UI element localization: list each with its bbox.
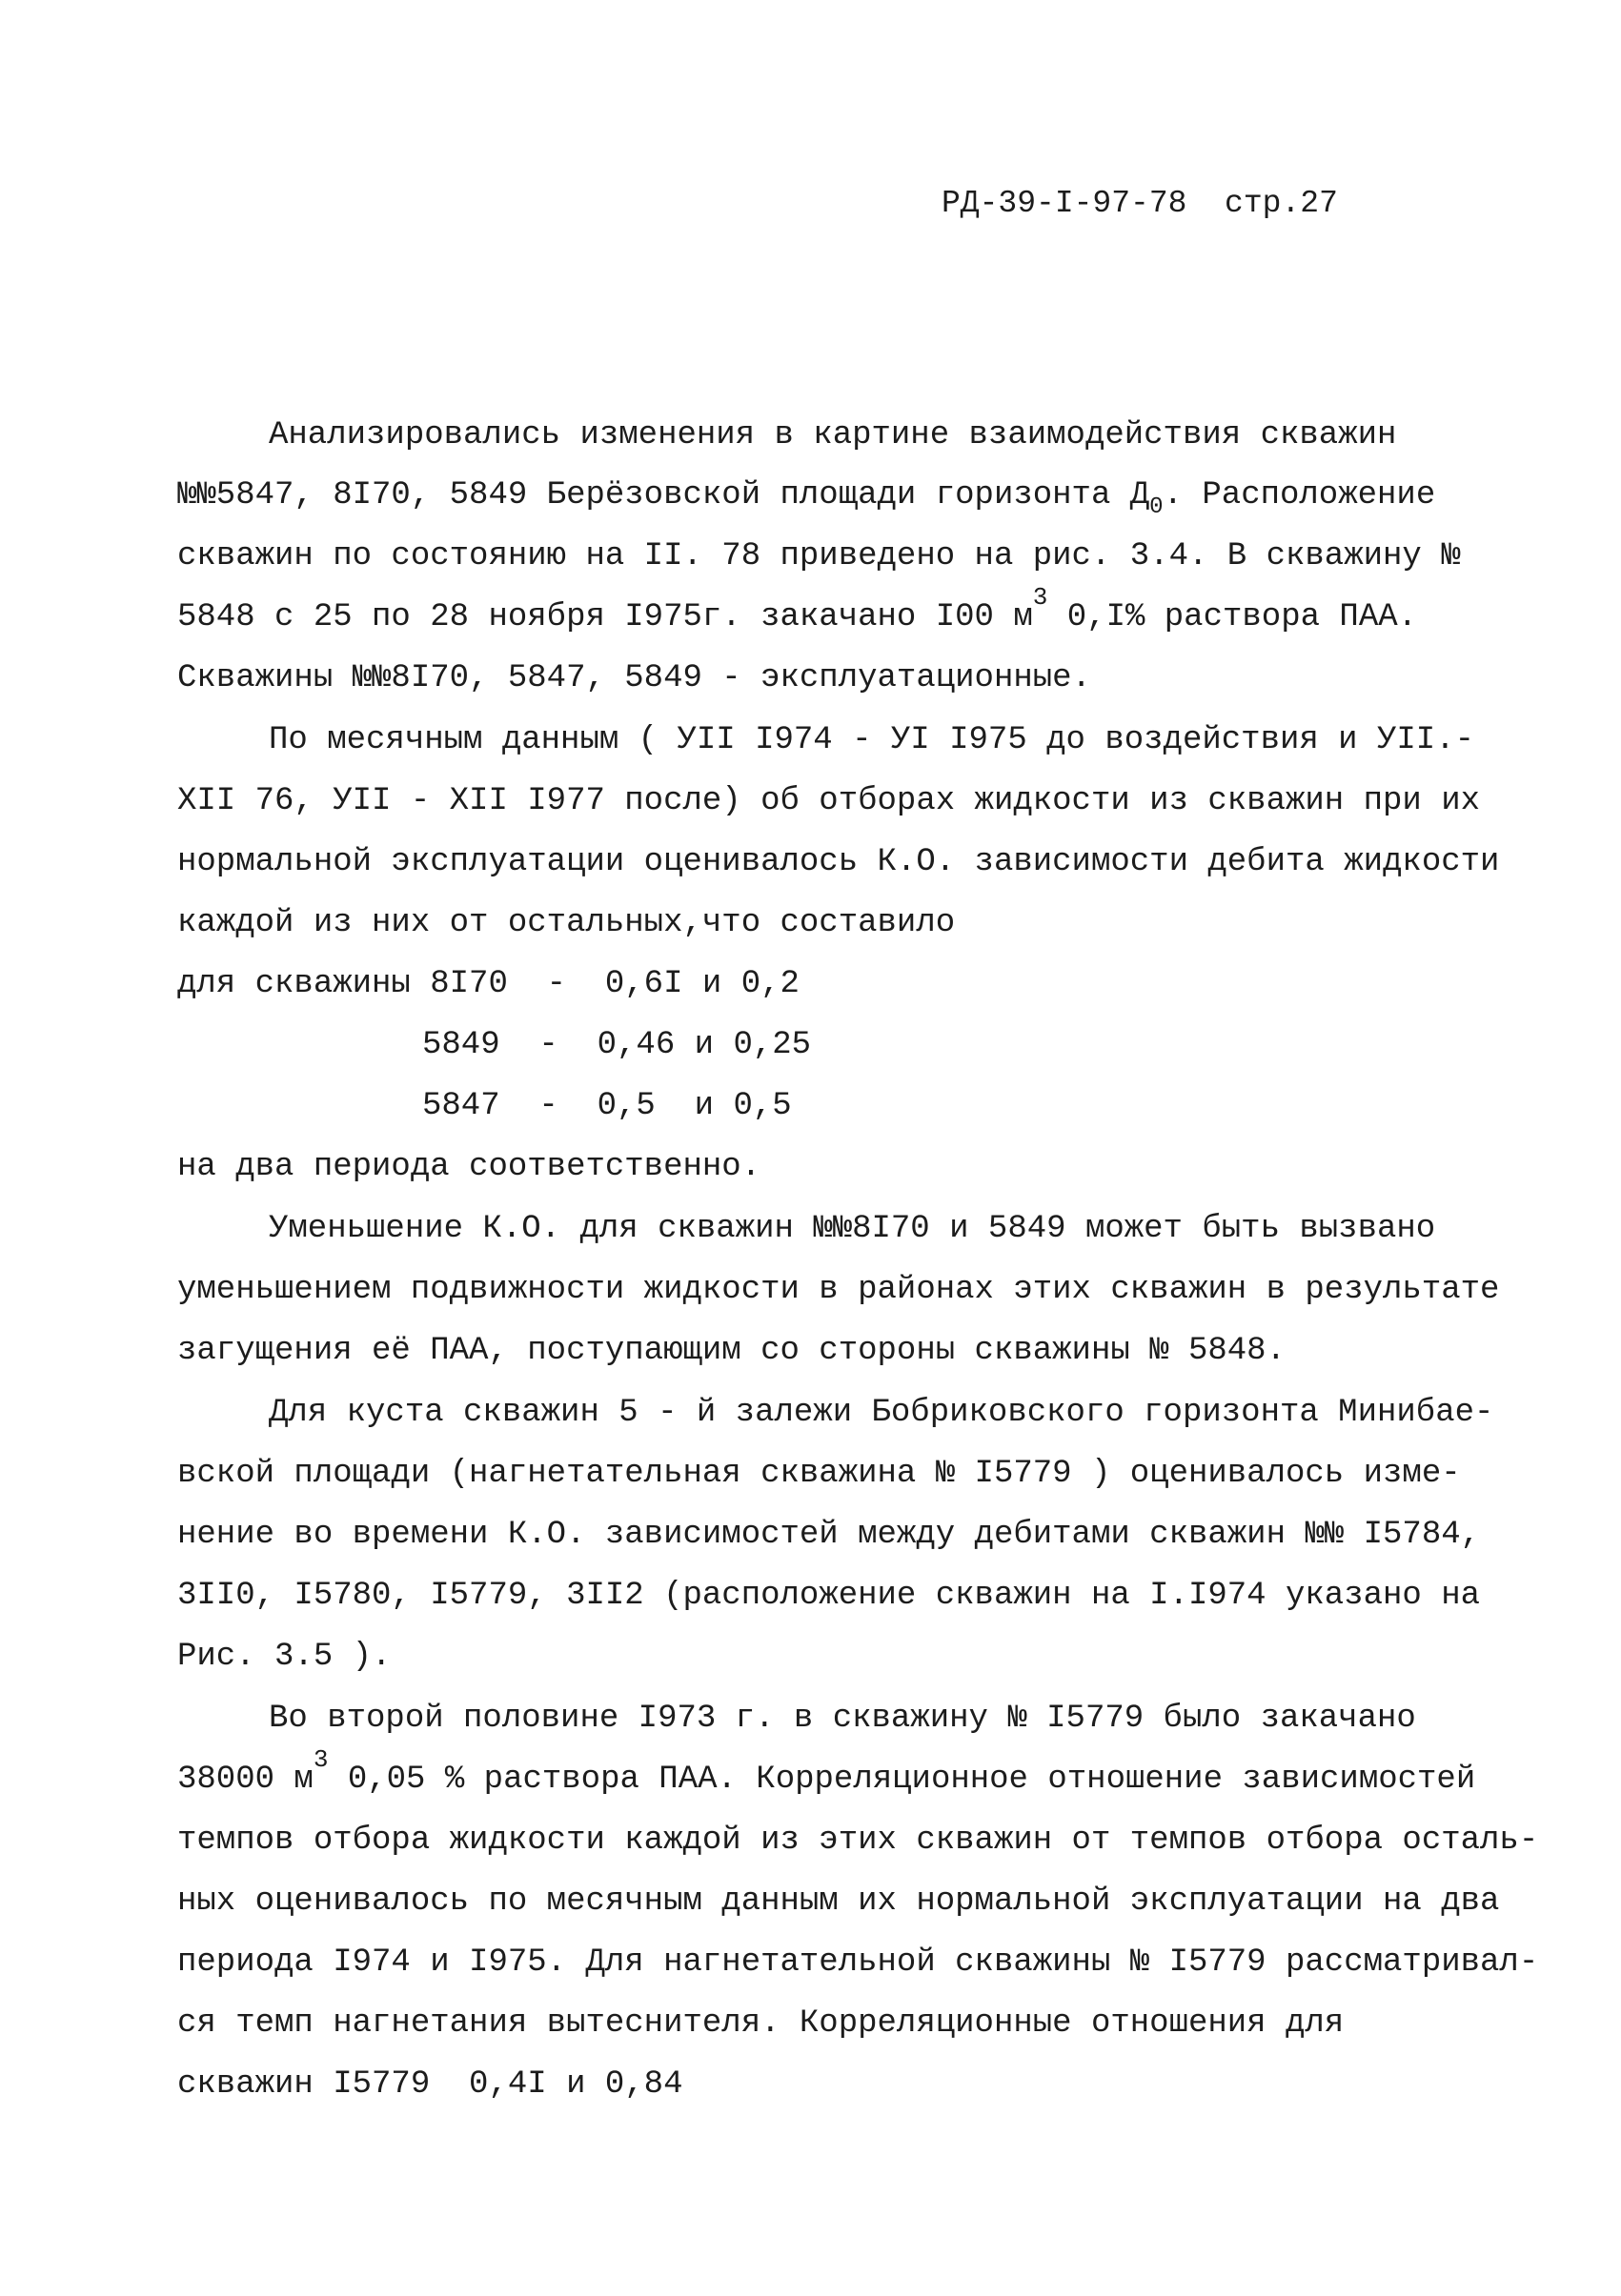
- superscript-three-2: 3: [313, 1745, 329, 1774]
- p5-line-4: ных оценивалось по месячным данным их нормальной эксплуатации на два: [177, 1883, 1500, 1920]
- p2-line-1: По месячным данным ( УII I974 - УI I975 до воздействия и УII.-: [269, 722, 1475, 758]
- p5-line-1: Во второй половине I973 г. в скважину № I5779 было закачано: [269, 1701, 1416, 1737]
- p1-line-1: Анализировались изменения в картине взаимодействия скважин: [269, 417, 1397, 453]
- p2-line-3: нормальной эксплуатации оценивалось К.О. зависимости дебита жидкости: [177, 844, 1500, 880]
- p4-line-5: Рис. 3.5 ).: [177, 1639, 392, 1675]
- p2-line-4: каждой из них от остальных,что составило: [177, 905, 956, 941]
- list-row-5849: 5849 - 0,46 и 0,25: [422, 1027, 812, 1063]
- p1-line-2-tail: . Расположение: [1163, 477, 1436, 514]
- p4-line-1: Для куста скважин 5 - й залежи Бобриковского горизонта Минибае-: [269, 1395, 1494, 1431]
- page-header: РД-39-I-97-78 стр.27: [942, 186, 1338, 221]
- p1-line-2: [177, 476, 1436, 520]
- p5-line-2: [177, 1745, 1476, 1800]
- p3-line-3: загущения её ПАА, поступающим со стороны скважины № 5848.: [177, 1333, 1286, 1369]
- p4-line-2: вской площади (нагнетательная скважина № I5779 ) оценивалось изме-: [177, 1456, 1461, 1492]
- p4-line-4: 3II0, I5780, I5779, 3II2 (расположение скважин на I.I974 указано на: [177, 1578, 1481, 1614]
- list-footer: на два периода соответственно.: [177, 1149, 761, 1185]
- p1-line-4: [177, 583, 1418, 637]
- p5-line-2-tail: 0,05 % раствора ПАА. Корреляционное отношение зависимостей: [328, 1762, 1476, 1798]
- p4-line-3: нение во времени К.О. зависимостей между дебитами скважин №№ I5784,: [177, 1517, 1481, 1553]
- list-row-5847: 5847 - 0,5 и 0,5: [422, 1088, 792, 1124]
- p3-line-2: уменьшением подвижности жидкости в районах этих скважин в результате: [177, 1272, 1500, 1308]
- p5-line-6: ся темп нагнетания вытеснителя. Корреляционные отношения для: [177, 2005, 1345, 2042]
- superscript-three: 3: [1032, 583, 1048, 612]
- p1-line-4-tail: 0,I% раствора ПАА.: [1047, 599, 1418, 635]
- list-row-8170: для скважины 8I70 - 0,6I и 0,2: [177, 966, 800, 1002]
- p2-line-2: XII 76, УII - XII I977 после) об отборах жидкости из скважин при их: [177, 783, 1481, 819]
- p1-line-3: скважин по состоянию на II. 78 приведено на рис. 3.4. В скважину №: [177, 538, 1461, 574]
- p1-line-4-text: 5848 с 25 по 28 ноября I975г. закачано I00 м: [177, 599, 1033, 635]
- p5-line-7: скважин I5779 0,4I и 0,84: [177, 2066, 683, 2103]
- p3-line-1: Уменьшение К.О. для скважин №№8I70 и 5849 может быть вызвано: [269, 1211, 1436, 1247]
- subscript-zero: 0: [1149, 494, 1164, 520]
- p1-line-2-text: №№5847, 8I70, 5849 Берёзовской площади горизонта Д: [177, 477, 1150, 514]
- p5-line-5: периода I974 и I975. Для нагнетательной скважины № I5779 рассматривал-: [177, 1944, 1539, 1981]
- p5-line-2-text: 38000 м: [177, 1762, 314, 1798]
- p5-line-3: темпов отбора жидкости каждой из этих скважин от темпов отбора осталь-: [177, 1823, 1539, 1859]
- p1-line-5: Скважины №№8I70, 5847, 5849 - эксплуатационные.: [177, 660, 1091, 696]
